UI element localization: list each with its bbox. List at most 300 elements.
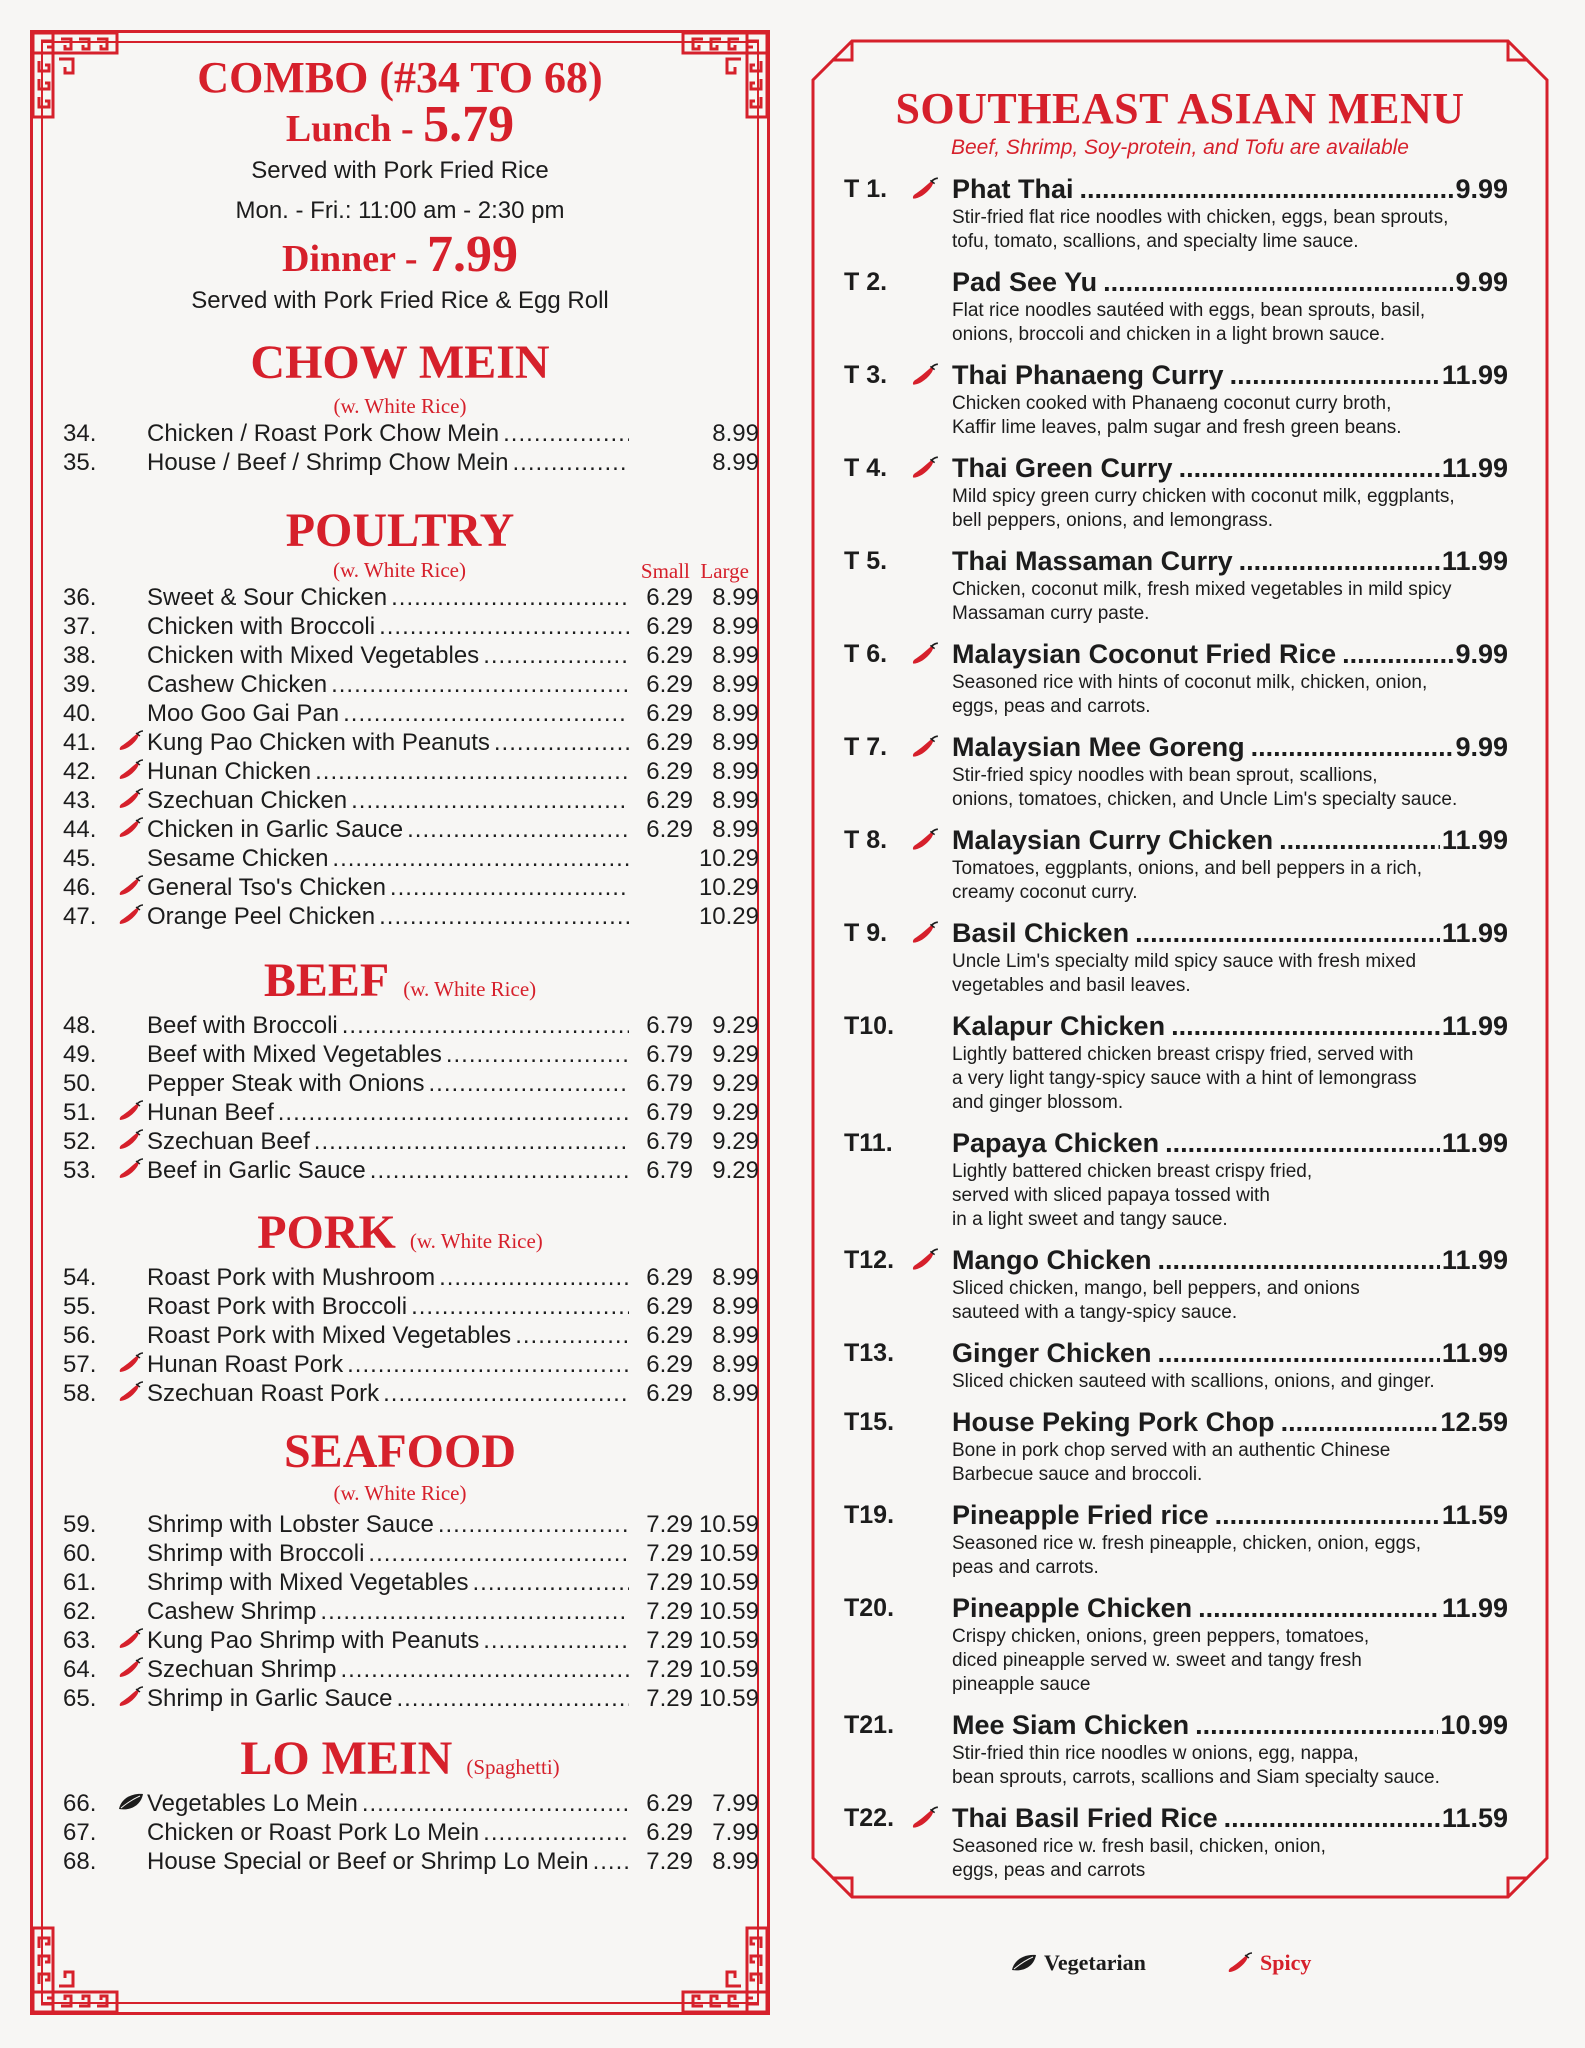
dot-leader xyxy=(1281,1405,1439,1439)
item-price-large: 9.29 xyxy=(712,1099,759,1126)
item-number: 38. xyxy=(63,642,97,669)
dot-leader xyxy=(1179,451,1440,485)
chili-pepper-icon xyxy=(117,1628,145,1650)
item-name: Roast Pork with Mushroom xyxy=(147,1264,436,1291)
southeast-menu-item xyxy=(810,358,1550,440)
item-marker xyxy=(121,1127,147,1149)
item-number: 67. xyxy=(63,1819,97,1846)
item-price-small: 6.29 xyxy=(646,671,693,698)
item-price: 11.99 xyxy=(1441,1011,1508,1041)
menu-item-row xyxy=(63,670,767,699)
dot-leader xyxy=(483,1626,629,1655)
item-price-large: 10.29 xyxy=(698,845,759,872)
item-marker xyxy=(121,786,147,808)
item-description: Lightly battered chicken breast crispy fried, xyxy=(952,1161,1313,1182)
menu-item-row xyxy=(63,1350,767,1379)
item-description: Flat rice noodles sautéed with eggs, bean sprouts, basil, xyxy=(952,300,1426,321)
item-description: onions, broccoli and chicken in a light brown sauce. xyxy=(952,324,1386,345)
item-description: a very light tangy-spicy sauce with a hint of lemongrass xyxy=(952,1068,1417,1089)
menu-item-row xyxy=(63,902,767,931)
item-heading xyxy=(952,730,1508,764)
dot-leader xyxy=(391,583,629,612)
item-price-large: 8.99 xyxy=(712,700,759,727)
menu-item-row xyxy=(63,1847,767,1876)
dot-leader xyxy=(1158,1336,1440,1370)
chili-pepper-icon xyxy=(910,827,940,853)
item-heading xyxy=(952,1336,1508,1370)
item-name: Pad See Yu xyxy=(952,267,1098,297)
item-heading xyxy=(952,823,1508,857)
dot-leader xyxy=(278,1098,629,1127)
item-name: Mango Chicken xyxy=(952,1245,1152,1275)
item-price-small: 6.29 xyxy=(646,1351,693,1378)
southeast-menu-item xyxy=(810,1405,1550,1487)
item-price-small: 6.29 xyxy=(646,700,693,727)
beef-title: BEEF xyxy=(263,954,390,1007)
item-price-small: 6.29 xyxy=(646,584,693,611)
southeast-menu-item xyxy=(810,1243,1550,1325)
southeast-menu-item xyxy=(810,1801,1550,1883)
menu-item-row xyxy=(63,583,767,612)
dot-leader xyxy=(347,1350,629,1379)
item-marker xyxy=(121,670,147,692)
dot-leader xyxy=(340,1655,629,1684)
item-number: 37. xyxy=(63,613,97,640)
item-price-small: 6.79 xyxy=(646,1099,693,1126)
item-price-small: 6.29 xyxy=(646,729,693,756)
legend-spicy-label: Spicy xyxy=(1260,1950,1312,1975)
southeast-menu-item xyxy=(810,1591,1550,1697)
southeast-menu-item xyxy=(810,916,1550,998)
item-price-large: 8.99 xyxy=(712,584,759,611)
chow-mein-title: CHOW MEIN xyxy=(250,336,550,389)
chili-pepper-icon xyxy=(1226,1952,1254,1974)
item-price: 11.99 xyxy=(1441,825,1508,855)
item-number: 57. xyxy=(63,1351,97,1378)
item-price-small: 6.29 xyxy=(646,613,693,640)
item-description: Seasoned rice w. fresh pineapple, chicken, onion, eggs, xyxy=(952,1533,1421,1554)
item-price-large: 8.99 xyxy=(712,729,759,756)
chili-pepper-icon xyxy=(117,788,145,810)
leaf-icon xyxy=(1010,1952,1038,1974)
chili-pepper-icon xyxy=(117,730,145,752)
item-description: Stir-fried thin rice noodles w onions, egg, nappa, xyxy=(952,1743,1359,1764)
item-marker xyxy=(121,1510,147,1532)
item-description: Chicken, coconut milk, fresh mixed vegetables in mild spicy xyxy=(952,579,1452,600)
item-price: 11.99 xyxy=(1441,918,1508,948)
chili-pepper-icon xyxy=(117,1686,145,1708)
pork-title: PORK xyxy=(257,1206,396,1259)
item-heading xyxy=(952,172,1508,206)
item-number: T 2. xyxy=(844,268,888,296)
item-name: Hunan Beef xyxy=(147,1099,274,1126)
dot-leader xyxy=(1198,1591,1440,1625)
item-marker xyxy=(121,641,147,663)
poultry-subtitle: (w. White Rice) xyxy=(333,558,466,582)
dinner-price: 7.99 xyxy=(426,226,518,283)
item-marker xyxy=(121,1626,147,1648)
item-marker xyxy=(121,1011,147,1033)
item-description: diced pineapple served w. sweet and tangy fresh xyxy=(952,1650,1362,1671)
item-name: General Tso's Chicken xyxy=(147,874,386,901)
item-marker xyxy=(121,1568,147,1590)
item-marker xyxy=(121,873,147,895)
dot-leader xyxy=(383,1379,629,1408)
item-description: Crispy chicken, onions, green peppers, tomatoes, xyxy=(952,1626,1370,1647)
item-description: Chicken cooked with Phanaeng coconut curry broth, xyxy=(952,393,1392,414)
dot-leader xyxy=(1279,823,1440,857)
item-price-small: 6.29 xyxy=(646,758,693,785)
item-price-large: 10.59 xyxy=(698,1656,759,1683)
item-marker xyxy=(121,1684,147,1706)
dot-leader xyxy=(1165,1126,1440,1160)
chili-pepper-icon xyxy=(117,1381,145,1403)
item-number: 40. xyxy=(63,700,97,727)
dot-leader xyxy=(473,1568,630,1597)
item-name: Chicken / Roast Pork Chow Mein xyxy=(147,420,500,447)
item-price-small: 6.29 xyxy=(646,816,693,843)
item-number: 55. xyxy=(63,1293,97,1320)
large-column-header: Large xyxy=(700,559,749,583)
item-marker xyxy=(121,1350,147,1372)
item-name: Basil Chicken xyxy=(952,918,1130,948)
menu-item-row xyxy=(63,1597,767,1626)
chow-mein-subtitle: (w. White Rice) xyxy=(333,394,467,418)
item-description: Mild spicy green curry chicken with coconut milk, eggplants, xyxy=(952,486,1455,507)
item-price-large: 9.29 xyxy=(712,1012,759,1039)
lunch-price: 5.79 xyxy=(423,96,515,153)
item-description: sauteed with a tangy-spicy sauce. xyxy=(952,1302,1238,1323)
item-price: 9.99 xyxy=(1455,267,1508,297)
item-number: 49. xyxy=(63,1041,97,1068)
item-name: Chicken or Roast Pork Lo Mein xyxy=(147,1819,480,1846)
item-price: 8.99 xyxy=(712,449,759,476)
dot-leader xyxy=(351,786,629,815)
item-marker xyxy=(121,1069,147,1091)
item-marker xyxy=(121,448,147,470)
item-description: Massaman curry paste. xyxy=(952,603,1150,624)
item-number: T13. xyxy=(844,1339,895,1367)
item-description: eggs, peas and carrots xyxy=(952,1860,1146,1881)
item-name: Szechuan Roast Pork xyxy=(147,1380,380,1407)
item-price-large: 10.59 xyxy=(698,1685,759,1712)
item-name: Szechuan Beef xyxy=(147,1128,310,1155)
item-price: 11.99 xyxy=(1441,1338,1508,1368)
item-name: Shrimp with Mixed Vegetables xyxy=(147,1569,469,1596)
item-marker xyxy=(121,419,147,441)
menu-item-row xyxy=(63,1568,767,1597)
item-price: 11.99 xyxy=(1441,546,1508,576)
chili-pepper-icon xyxy=(117,1158,145,1180)
item-number: 58. xyxy=(63,1380,97,1407)
item-price-small: 6.29 xyxy=(646,787,693,814)
seafood-title: SEAFOOD xyxy=(283,1425,517,1478)
item-name: Shrimp with Broccoli xyxy=(147,1540,365,1567)
item-price: 11.99 xyxy=(1441,453,1508,483)
southeast-menu-item xyxy=(810,1336,1550,1394)
item-price-large: 10.29 xyxy=(698,874,759,901)
item-name: Thai Massaman Curry xyxy=(952,546,1233,576)
item-marker xyxy=(121,1847,147,1869)
southeast-menu-item xyxy=(810,823,1550,905)
item-number: T 9. xyxy=(844,919,888,947)
item-number: T 3. xyxy=(844,361,888,389)
beef-list xyxy=(33,1011,767,1185)
item-number: T21. xyxy=(844,1711,895,1739)
seafood-list xyxy=(33,1510,767,1713)
item-heading xyxy=(952,1498,1508,1532)
item-name: Roast Pork with Mixed Vegetables xyxy=(147,1322,512,1349)
item-price-small: 6.29 xyxy=(646,1790,693,1817)
item-number: 53. xyxy=(63,1157,97,1184)
item-price-large: 7.99 xyxy=(712,1790,759,1817)
item-marker xyxy=(121,1040,147,1062)
item-name: Cashew Chicken xyxy=(147,671,328,698)
item-price-large: 8.99 xyxy=(712,613,759,640)
dot-leader xyxy=(1230,358,1440,392)
menu-item-row xyxy=(63,1011,767,1040)
lo-mein-subtitle: (Spaghetti) xyxy=(466,1755,560,1779)
item-marker xyxy=(121,583,147,605)
dot-leader xyxy=(1239,544,1440,578)
item-name: Szechuan Chicken xyxy=(147,787,348,814)
menu-item-row xyxy=(63,1098,767,1127)
dot-leader xyxy=(342,1011,629,1040)
item-description: bean sprouts, carrots, scallions and Siam specialty sauce. xyxy=(952,1767,1440,1788)
item-description: Bone in pork chop served with an authentic Chinese xyxy=(952,1440,1391,1461)
item-name: Chicken with Broccoli xyxy=(147,613,376,640)
item-description: creamy coconut curry. xyxy=(952,882,1138,903)
item-name: Sweet & Sour Chicken xyxy=(147,584,388,611)
menu-item-row xyxy=(63,728,767,757)
dot-leader xyxy=(438,1510,629,1539)
item-heading xyxy=(952,1405,1508,1439)
dot-leader xyxy=(315,757,629,786)
small-column-header: Small xyxy=(640,559,690,583)
menu-item-row xyxy=(63,612,767,641)
item-name: Kung Pao Chicken with Peanuts xyxy=(147,729,490,756)
chili-pepper-icon xyxy=(910,1247,940,1273)
dot-leader xyxy=(407,815,629,844)
menu-item-row xyxy=(63,1510,767,1539)
lunch-label: Lunch - xyxy=(285,108,424,150)
item-number: 65. xyxy=(63,1685,97,1712)
item-marker xyxy=(121,1098,147,1120)
item-price-small: 6.79 xyxy=(646,1157,693,1184)
item-number: T 4. xyxy=(844,454,888,482)
legend-vegetarian-label: Vegetarian xyxy=(1044,1950,1146,1975)
item-price-small: 7.29 xyxy=(646,1511,693,1538)
dot-leader xyxy=(1135,916,1440,950)
item-marker xyxy=(121,1292,147,1314)
item-heading xyxy=(952,265,1508,299)
chili-pepper-icon xyxy=(117,759,145,781)
item-price-large: 8.99 xyxy=(712,1264,759,1291)
item-name: Beef with Broccoli xyxy=(147,1012,338,1039)
southeast-menu-item xyxy=(810,730,1550,812)
combo-title: COMBO (#34 TO 68) xyxy=(197,53,603,102)
southeast-menu-item xyxy=(810,1009,1550,1115)
item-price: 11.59 xyxy=(1441,1803,1508,1833)
item-name: House Peking Pork Chop xyxy=(952,1407,1275,1437)
item-description: peas and carrots. xyxy=(952,1557,1099,1578)
item-description: vegetables and basil leaves. xyxy=(952,975,1191,996)
dot-leader xyxy=(446,1040,629,1069)
dot-leader xyxy=(379,902,629,931)
item-heading xyxy=(952,1591,1508,1625)
item-price-small: 7.29 xyxy=(646,1540,693,1567)
item-number: 48. xyxy=(63,1012,97,1039)
item-name: Shrimp with Lobster Sauce xyxy=(147,1511,434,1538)
item-name: Hunan Roast Pork xyxy=(147,1351,344,1378)
item-number: T 1. xyxy=(844,175,888,203)
chili-pepper-icon xyxy=(910,1805,940,1831)
menu-item-row xyxy=(63,1156,767,1185)
dot-leader xyxy=(379,612,629,641)
item-number: 52. xyxy=(63,1128,97,1155)
lo-mein-heading xyxy=(33,1733,767,1785)
item-number: 46. xyxy=(63,874,97,901)
item-price-large: 8.99 xyxy=(712,642,759,669)
item-price: 11.99 xyxy=(1441,1128,1508,1158)
item-number: 45. xyxy=(63,845,97,872)
corner-fret-ornament xyxy=(27,1922,123,2018)
item-marker xyxy=(121,1263,147,1285)
item-name: Mee Siam Chicken xyxy=(952,1710,1190,1740)
legend-spicy xyxy=(1226,1950,1311,1976)
item-price-small: 6.29 xyxy=(646,1293,693,1320)
size-column-headers xyxy=(641,559,749,584)
menu-item-row xyxy=(63,1040,767,1069)
dot-leader xyxy=(1103,265,1453,299)
menu-item-row xyxy=(63,419,767,448)
chili-pepper-icon xyxy=(910,362,940,388)
item-price-large: 9.29 xyxy=(712,1128,759,1155)
item-name: Malaysian Mee Goreng xyxy=(952,732,1245,762)
item-price-small: 6.29 xyxy=(646,1819,693,1846)
item-heading xyxy=(952,1708,1508,1742)
dot-leader xyxy=(513,448,630,477)
item-price-small: 6.79 xyxy=(646,1128,693,1155)
dot-leader xyxy=(593,1847,629,1876)
item-number: 54. xyxy=(63,1264,97,1291)
item-number: 61. xyxy=(63,1569,97,1596)
menu-item-row xyxy=(63,1069,767,1098)
dot-leader xyxy=(1080,172,1454,206)
lunch-hours: Mon. - Fri.: 11:00 am - 2:30 pm xyxy=(235,197,565,224)
item-description: Barbecue sauce and broccoli. xyxy=(952,1464,1203,1485)
legend-vegetarian xyxy=(1010,1950,1146,1976)
menu-item-row xyxy=(63,1321,767,1350)
item-name: Malaysian Coconut Fried Rice xyxy=(952,639,1337,669)
menu-item-row xyxy=(63,448,767,477)
item-name: Kalapur Chicken xyxy=(952,1011,1166,1041)
item-price: 10.99 xyxy=(1440,1710,1508,1740)
item-marker xyxy=(121,902,147,924)
item-price-small: 7.29 xyxy=(646,1656,693,1683)
item-name: Malaysian Curry Chicken xyxy=(952,825,1274,855)
item-price: 9.99 xyxy=(1455,174,1508,204)
item-price-large: 8.99 xyxy=(712,1322,759,1349)
item-heading xyxy=(952,358,1508,392)
item-price-large: 9.29 xyxy=(712,1070,759,1097)
lo-mein-title: LO MEIN xyxy=(240,1732,453,1785)
item-number: T 6. xyxy=(844,640,888,668)
dot-leader xyxy=(390,873,629,902)
southeast-menu-item xyxy=(810,544,1550,626)
item-name: Pepper Steak with Onions xyxy=(147,1070,425,1097)
item-name: Sesame Chicken xyxy=(147,845,329,872)
item-name: Thai Phanaeng Curry xyxy=(952,360,1224,390)
item-number: 36. xyxy=(63,584,97,611)
item-heading xyxy=(952,1243,1508,1277)
item-description: Kaffir lime leaves, palm sugar and fresh green beans. xyxy=(952,417,1402,438)
southeast-menu-item xyxy=(810,265,1550,347)
menu-item-row xyxy=(63,1379,767,1408)
item-number: 39. xyxy=(63,671,97,698)
menu-item-row xyxy=(63,786,767,815)
item-name: Szechuan Shrimp xyxy=(147,1656,337,1683)
item-heading xyxy=(952,1801,1508,1835)
item-price-small: 6.79 xyxy=(646,1012,693,1039)
item-description: Seasoned rice w. fresh basil, chicken, onion, xyxy=(952,1836,1326,1857)
item-price-small: 6.79 xyxy=(646,1070,693,1097)
item-name: Thai Green Curry xyxy=(952,453,1173,483)
combo-panel xyxy=(30,30,770,2015)
item-description: Seasoned rice with hints of coconut milk, chicken, onion, xyxy=(952,672,1428,693)
menu-item-row xyxy=(63,873,767,902)
beef-subtitle: (w. White Rice) xyxy=(403,977,537,1001)
item-marker xyxy=(121,1789,147,1811)
item-price: 8.99 xyxy=(712,420,759,447)
item-description: Sliced chicken, mango, bell peppers, and onions xyxy=(952,1278,1360,1299)
lunch-price-line xyxy=(33,96,767,153)
dinner-served-text: Served with Pork Fried Rice & Egg Roll xyxy=(191,287,609,314)
menu-item-row xyxy=(63,1684,767,1713)
item-number: 34. xyxy=(63,420,97,447)
chili-pepper-icon xyxy=(117,904,145,926)
item-number: T20. xyxy=(844,1594,895,1622)
southeast-menu-item xyxy=(810,1708,1550,1790)
item-heading xyxy=(952,544,1508,578)
menu-item-row xyxy=(63,1263,767,1292)
item-name: Pineapple Fried rice xyxy=(952,1500,1209,1530)
poultry-title: POULTRY xyxy=(285,504,515,557)
item-price-large: 8.99 xyxy=(712,787,759,814)
item-marker xyxy=(121,1818,147,1840)
menu-item-row xyxy=(63,1292,767,1321)
item-marker xyxy=(121,612,147,634)
item-name: Vegetables Lo Mein xyxy=(147,1790,358,1817)
item-price-large: 8.99 xyxy=(712,1351,759,1378)
dot-leader xyxy=(1251,730,1454,764)
item-price: 9.99 xyxy=(1455,639,1508,669)
item-price-large: 9.29 xyxy=(712,1041,759,1068)
item-name: Roast Pork with Broccoli xyxy=(147,1293,408,1320)
item-number: T 7. xyxy=(844,733,888,761)
item-marker xyxy=(121,1655,147,1677)
item-marker xyxy=(121,757,147,779)
dinner-price-line xyxy=(33,226,767,283)
item-number: 43. xyxy=(63,787,97,814)
item-number: 47. xyxy=(63,903,97,930)
dot-leader xyxy=(494,728,629,757)
item-name: Phat Thai xyxy=(952,174,1074,204)
item-description: in a light sweet and tangy sauce. xyxy=(952,1209,1228,1230)
item-name: Ginger Chicken xyxy=(952,1338,1152,1368)
item-description: bell peppers, onions, and lemongrass. xyxy=(952,510,1274,531)
menu-item-row xyxy=(63,1539,767,1568)
